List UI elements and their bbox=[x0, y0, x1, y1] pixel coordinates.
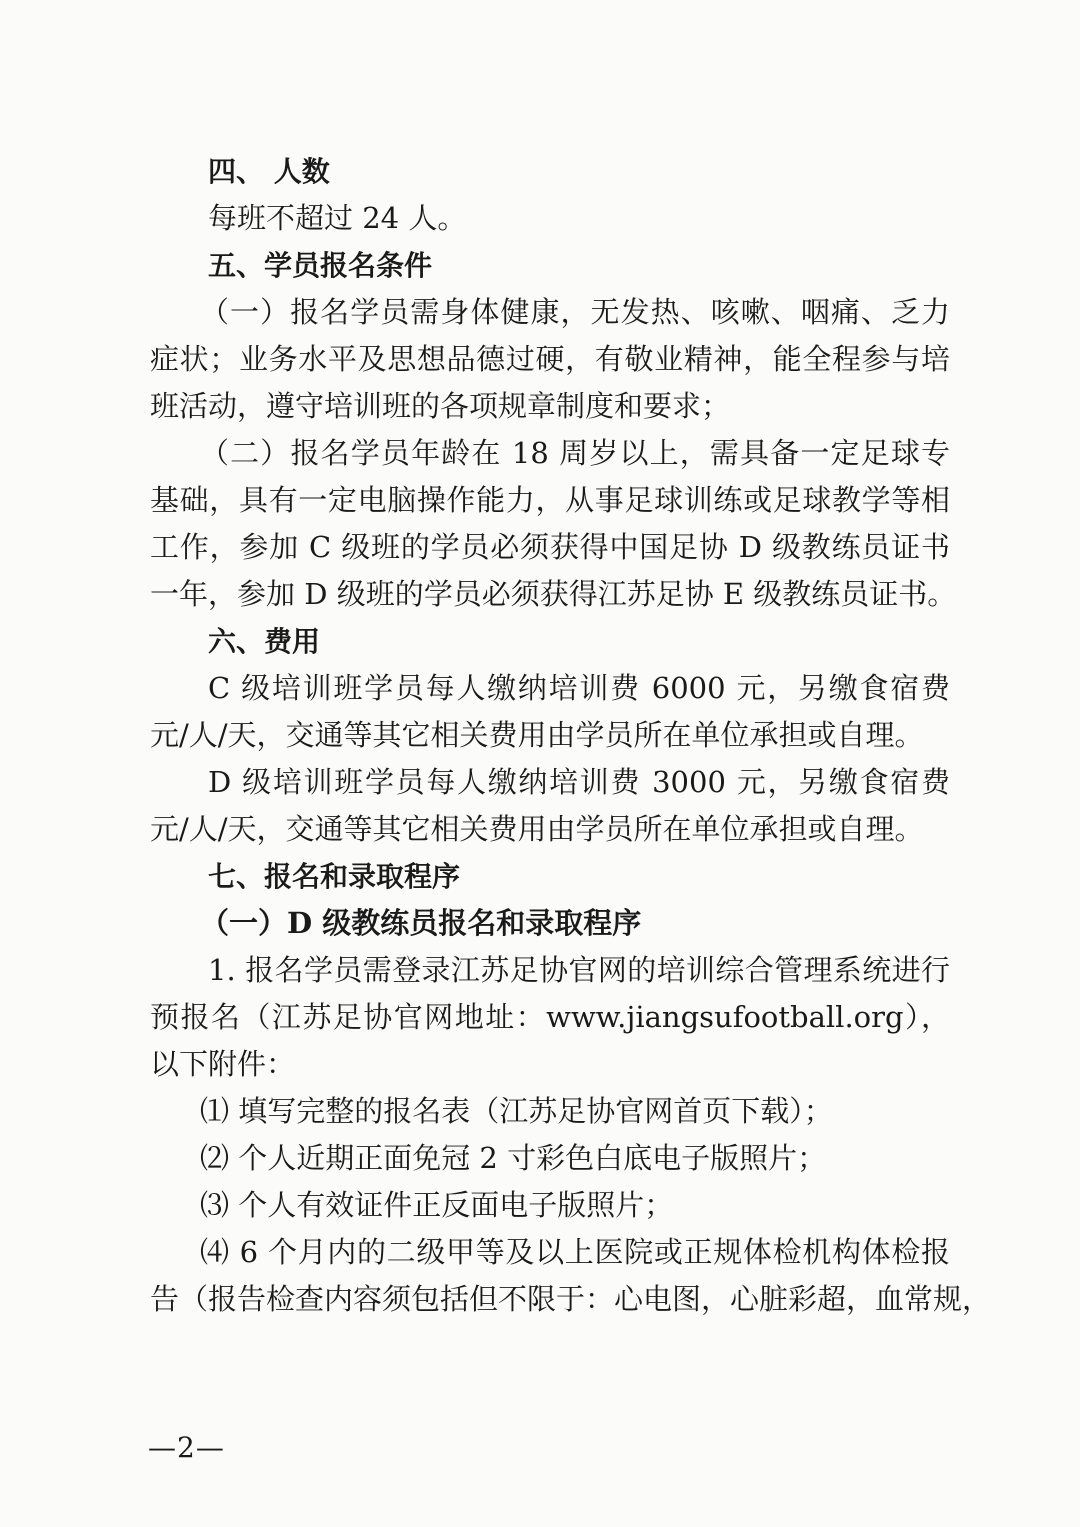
paragraph-line: C 级培训班学员每人缴纳培训费 6000 元，另缴食宿费 bbox=[208, 671, 950, 705]
paragraph-line: 症状；业务水平及思想品德过硬，有敬业精神，能全程参与培 bbox=[150, 342, 950, 376]
paragraph-line: 基础，具有一定电脑操作能力，从事足球训练或足球教学等相 bbox=[150, 483, 950, 517]
subsection-heading: （一）D 级教练员报名和录取程序 bbox=[200, 906, 642, 940]
paragraph-line: 班活动，遵守培训班的各项规章制度和要求； bbox=[150, 389, 731, 423]
paragraph-line: 工作，参加 C 级班的学员必须获得中国足协 D 级教练员证书 bbox=[150, 530, 950, 564]
paragraph-line: 预报名（江苏足协官网地址：www.jiangsufootball.org）， bbox=[150, 1000, 950, 1034]
list-item: ⑵ 个人近期正面免冠 2 寸彩色白底电子版照片； bbox=[200, 1141, 827, 1175]
list-item: ⑶ 个人有效证件正反面电子版照片； bbox=[200, 1188, 674, 1222]
paragraph-line: （一）报名学员需身体健康，无发热、咳嗽、咽痛、乏力 bbox=[200, 295, 950, 329]
paragraph-line: 告（报告检查内容须包括但不限于：心电图，心脏彩超，血常规， bbox=[150, 1282, 992, 1316]
paragraph-line: 一年，参加 D 级班的学员必须获得江苏足协 E 级教练员证书。 bbox=[150, 577, 957, 611]
paragraph-line: 以下附件： bbox=[150, 1047, 296, 1081]
page-number: —2— bbox=[148, 1431, 225, 1464]
section-heading-5: 五、学员报名条件 bbox=[208, 249, 433, 282]
paragraph-line: 每班不超过 24 人。 bbox=[208, 201, 467, 235]
list-item: ⑷ 6 个月内的二级甲等及以上医院或正规体检机构体检报 bbox=[200, 1235, 950, 1269]
document-body bbox=[150, 148, 992, 1323]
paragraph-line: 元/人/天，交通等其它相关费用由学员所在单位承担或自理。 bbox=[150, 718, 924, 752]
section-heading-4: 四、 人数 bbox=[208, 155, 330, 188]
paragraph-line: （二）报名学员年龄在 18 周岁以上，需具备一定足球专 bbox=[200, 436, 950, 470]
paragraph-line: D 级培训班学员每人缴纳培训费 3000 元，另缴食宿费 bbox=[208, 765, 950, 799]
paragraph-line: 1. 报名学员需登录江苏足协官网的培训综合管理系统进行 bbox=[208, 953, 950, 987]
paragraph-line: 元/人/天，交通等其它相关费用由学员所在单位承担或自理。 bbox=[150, 812, 924, 846]
list-item: ⑴ 填写完整的报名表（江苏足协官网首页下载）； bbox=[200, 1094, 833, 1128]
section-heading-6: 六、费用 bbox=[208, 625, 321, 658]
section-heading-7: 七、报名和录取程序 bbox=[208, 860, 461, 893]
